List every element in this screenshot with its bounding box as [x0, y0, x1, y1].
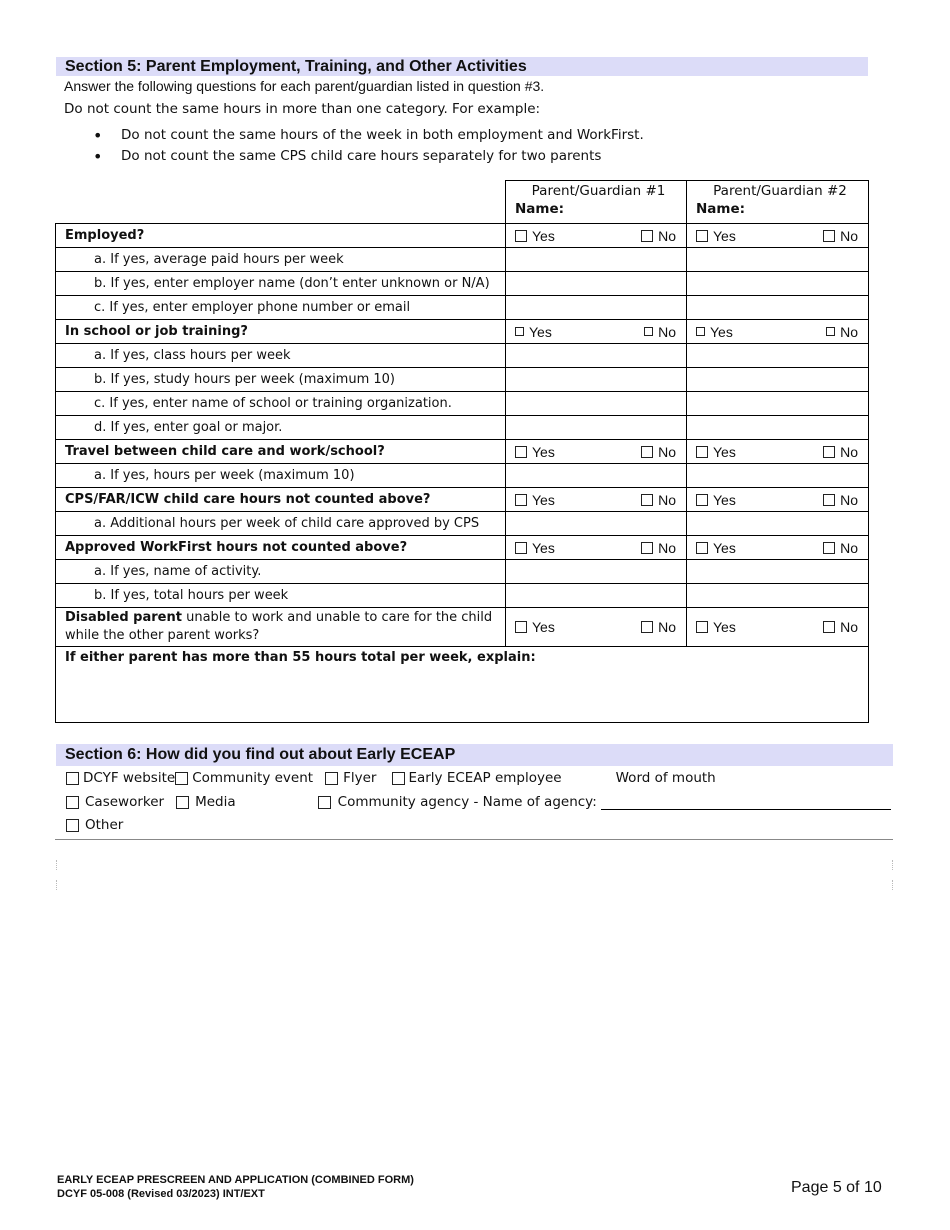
parent-1-answer-field[interactable]	[506, 392, 687, 416]
bullet-item: • Do not count the same CPS child care hours separately for two parents	[93, 146, 644, 167]
checkbox-icon	[318, 796, 331, 809]
yes-checkbox[interactable]: Yes	[515, 444, 555, 460]
checkbox-icon	[66, 772, 79, 785]
section-5-instruction: Do not count the same hours in more than one category. For example:	[64, 101, 541, 117]
employed-item-c: c. If yes, enter employer phone number or email	[56, 296, 506, 320]
section-6-divider	[55, 839, 893, 840]
no-checkbox[interactable]: No	[823, 228, 858, 244]
section-5-table	[55, 180, 869, 723]
explain-label: If either parent has more than 55 hours total per week, explain:	[65, 650, 536, 665]
yes-checkbox[interactable]: Yes	[696, 619, 736, 635]
school-item-a: a. If yes, class hours per week	[56, 344, 506, 368]
agency-name-field[interactable]	[601, 795, 891, 810]
footer-line-1: EARLY ECEAP PRESCREEN AND APPLICATION (COMBINED FORM)	[57, 1174, 414, 1186]
checkbox-icon	[823, 621, 835, 633]
parent-2-answer-field[interactable]	[687, 272, 869, 296]
workfirst-item-b: b. If yes, total hours per week	[56, 584, 506, 608]
parent-1-answer-field[interactable]	[506, 416, 687, 440]
parent-2-employed-choice	[687, 224, 869, 248]
no-checkbox[interactable]: No	[826, 324, 858, 340]
caseworker-checkbox[interactable]: Caseworker	[66, 794, 164, 810]
table-row	[56, 536, 869, 560]
footer-line-2: DCYF 05-008 (Revised 03/2023) INT/EXT	[57, 1188, 265, 1200]
other-checkbox[interactable]: Other	[66, 817, 123, 833]
faint-mark	[56, 860, 58, 870]
school-item-d: d. If yes, enter goal or major.	[56, 416, 506, 440]
no-checkbox[interactable]: No	[823, 492, 858, 508]
no-checkbox[interactable]: No	[641, 444, 676, 460]
checkbox-icon	[644, 327, 653, 336]
no-checkbox[interactable]: No	[641, 540, 676, 556]
checkbox-icon	[823, 494, 835, 506]
checkbox-icon	[325, 772, 338, 785]
parent-2-answer-field[interactable]	[687, 416, 869, 440]
question-travel: Travel between child care and work/school?	[56, 440, 506, 464]
checkbox-icon	[515, 327, 524, 336]
parent-1-name-label: Name:	[515, 201, 565, 217]
checkbox-icon	[175, 772, 188, 785]
parent-2-answer-field[interactable]	[687, 464, 869, 488]
table-row	[56, 488, 869, 512]
parent-2-answer-field[interactable]	[687, 344, 869, 368]
faint-mark	[892, 880, 894, 890]
yes-checkbox[interactable]: Yes	[696, 324, 733, 340]
table-row	[56, 416, 869, 440]
employed-item-a: a. If yes, average paid hours per week	[56, 248, 506, 272]
parent-2-answer-field[interactable]	[687, 584, 869, 608]
parent-2-answer-field[interactable]	[687, 368, 869, 392]
section-6-header	[56, 744, 893, 766]
section-6-row-3	[66, 817, 123, 833]
checkbox-icon	[823, 542, 835, 554]
section-6-row-2	[66, 794, 891, 810]
parent-1-answer-field[interactable]	[506, 248, 687, 272]
no-checkbox[interactable]: No	[641, 619, 676, 635]
parent-1-answer-field[interactable]	[506, 272, 687, 296]
workfirst-item-a: a. If yes, name of activity.	[56, 560, 506, 584]
checkbox-icon	[515, 494, 527, 506]
no-checkbox[interactable]: No	[823, 619, 858, 635]
word-of-mouth-option[interactable]: Word of mouth	[615, 770, 716, 786]
parent-1-answer-field[interactable]	[506, 296, 687, 320]
section-6-row-1	[66, 770, 716, 786]
table-row	[56, 464, 869, 488]
faint-mark	[56, 880, 58, 890]
parent-1-employed-choice	[506, 224, 687, 248]
eceap-employee-checkbox[interactable]: Early ECEAP employee	[392, 770, 561, 786]
checkbox-icon	[641, 494, 653, 506]
checkbox-icon	[392, 772, 405, 785]
section-5-title: Section 5: Parent Employment, Training, and Other Activities	[65, 58, 527, 75]
parent-1-answer-field[interactable]	[506, 584, 687, 608]
question-cps: CPS/FAR/ICW child care hours not counted above?	[56, 488, 506, 512]
yes-checkbox[interactable]: Yes	[696, 492, 736, 508]
school-item-c: c. If yes, enter name of school or training organization.	[56, 392, 506, 416]
yes-checkbox[interactable]: Yes	[515, 540, 555, 556]
checkbox-icon	[696, 230, 708, 242]
checkbox-icon	[515, 621, 527, 633]
checkbox-icon	[515, 542, 527, 554]
parent-1-header	[506, 181, 687, 224]
flyer-checkbox[interactable]: Flyer	[325, 770, 376, 786]
header-blank	[56, 181, 506, 224]
community-event-checkbox[interactable]: Community event	[175, 770, 313, 786]
parent-1-title: Parent/Guardian #1	[531, 183, 666, 199]
table-row	[56, 320, 869, 344]
table-row	[56, 224, 869, 248]
question-disabled	[56, 608, 506, 647]
question-school: In school or job training?	[56, 320, 506, 344]
no-checkbox[interactable]: No	[823, 444, 858, 460]
table-row	[56, 272, 869, 296]
parent-2-workfirst-choice	[687, 536, 869, 560]
yes-checkbox[interactable]: Yes	[696, 228, 736, 244]
checkbox-icon	[696, 621, 708, 633]
table-row	[56, 344, 869, 368]
yes-checkbox[interactable]: Yes	[515, 228, 555, 244]
section-5-header	[56, 57, 868, 76]
table-row	[56, 647, 869, 723]
table-row	[56, 440, 869, 464]
checkbox-icon	[823, 446, 835, 458]
checkbox-icon	[641, 446, 653, 458]
parent-1-travel-choice	[506, 440, 687, 464]
parent-2-answer-field[interactable]	[687, 560, 869, 584]
checkbox-icon	[641, 230, 653, 242]
cps-item-a: a. Additional hours per week of child care approved by CPS	[56, 512, 506, 536]
no-checkbox[interactable]: No	[823, 540, 858, 556]
footer-form-info	[57, 1173, 414, 1201]
no-checkbox[interactable]: No	[644, 324, 676, 340]
question-disabled-bold: Disabled parent	[65, 610, 182, 625]
parent-1-workfirst-choice	[506, 536, 687, 560]
parent-1-answer-field[interactable]	[506, 368, 687, 392]
parent-2-school-choice	[687, 320, 869, 344]
checkbox-icon	[696, 446, 708, 458]
parent-1-answer-field[interactable]	[506, 560, 687, 584]
section-5-intro: Answer the following questions for each parent/guardian listed in question #3.	[64, 78, 545, 94]
community-agency-checkbox[interactable]: Community agency - Name of agency:	[318, 794, 597, 810]
parent-2-answer-field[interactable]	[687, 392, 869, 416]
checkbox-icon	[641, 542, 653, 554]
faint-mark	[892, 860, 894, 870]
checkbox-icon	[641, 621, 653, 633]
parent-1-school-choice	[506, 320, 687, 344]
checkbox-icon	[515, 230, 527, 242]
checkbox-icon	[66, 819, 79, 832]
yes-checkbox[interactable]: Yes	[696, 444, 736, 460]
bullet-item: • Do not count the same hours of the week in both employment and WorkFirst.	[93, 125, 644, 146]
section-6-title: Section 6: How did you find out about Early ECEAP	[65, 746, 456, 763]
parent-2-answer-field[interactable]	[687, 296, 869, 320]
yes-checkbox[interactable]: Yes	[515, 492, 555, 508]
table-row	[56, 512, 869, 536]
no-checkbox[interactable]: No	[641, 228, 676, 244]
question-workfirst: Approved WorkFirst hours not counted above?	[56, 536, 506, 560]
checkbox-icon	[66, 796, 79, 809]
table-row	[56, 392, 869, 416]
table-row	[56, 560, 869, 584]
checkbox-icon	[515, 446, 527, 458]
parent-2-cps-choice	[687, 488, 869, 512]
parent-2-answer-field[interactable]	[687, 512, 869, 536]
question-employed: Employed?	[56, 224, 506, 248]
checkbox-icon	[823, 230, 835, 242]
table-header-row	[56, 181, 869, 224]
explain-field[interactable]	[56, 647, 869, 723]
employed-item-b: b. If yes, enter employer name (don’t enter unknown or N/A)	[56, 272, 506, 296]
checkbox-icon	[696, 542, 708, 554]
question-disabled-rest: unable to work and unable to care for the child while the other parent works?	[65, 610, 493, 643]
checkbox-icon	[696, 327, 705, 336]
checkbox-icon	[826, 327, 835, 336]
parent-2-header	[687, 181, 869, 224]
parent-2-disabled-choice	[687, 608, 869, 647]
checkbox-icon	[696, 494, 708, 506]
table-row	[56, 296, 869, 320]
section-5-bullets	[93, 125, 644, 167]
parent-2-title: Parent/Guardian #2	[713, 183, 847, 199]
parent-2-name-label: Name:	[696, 201, 746, 217]
parent-2-answer-field[interactable]	[687, 248, 869, 272]
parent-1-cps-choice	[506, 488, 687, 512]
travel-item-a: a. If yes, hours per week (maximum 10)	[56, 464, 506, 488]
yes-checkbox[interactable]: Yes	[696, 540, 736, 556]
media-checkbox[interactable]: Media	[176, 794, 236, 810]
table-row	[56, 248, 869, 272]
school-item-b: b. If yes, study hours per week (maximum 10)	[56, 368, 506, 392]
parent-1-answer-field[interactable]	[506, 512, 687, 536]
yes-checkbox[interactable]: Yes	[515, 324, 552, 340]
checkbox-icon	[176, 796, 189, 809]
parent-2-travel-choice	[687, 440, 869, 464]
page-number: Page 5 of 10	[791, 1179, 882, 1196]
parent-1-answer-field[interactable]	[506, 464, 687, 488]
table-row	[56, 584, 869, 608]
table-row	[56, 368, 869, 392]
parent-1-answer-field[interactable]	[506, 344, 687, 368]
yes-checkbox[interactable]: Yes	[515, 619, 555, 635]
table-row	[56, 608, 869, 647]
dcyf-website-checkbox[interactable]: DCYF website	[66, 770, 175, 786]
no-checkbox[interactable]: No	[641, 492, 676, 508]
parent-1-disabled-choice	[506, 608, 687, 647]
